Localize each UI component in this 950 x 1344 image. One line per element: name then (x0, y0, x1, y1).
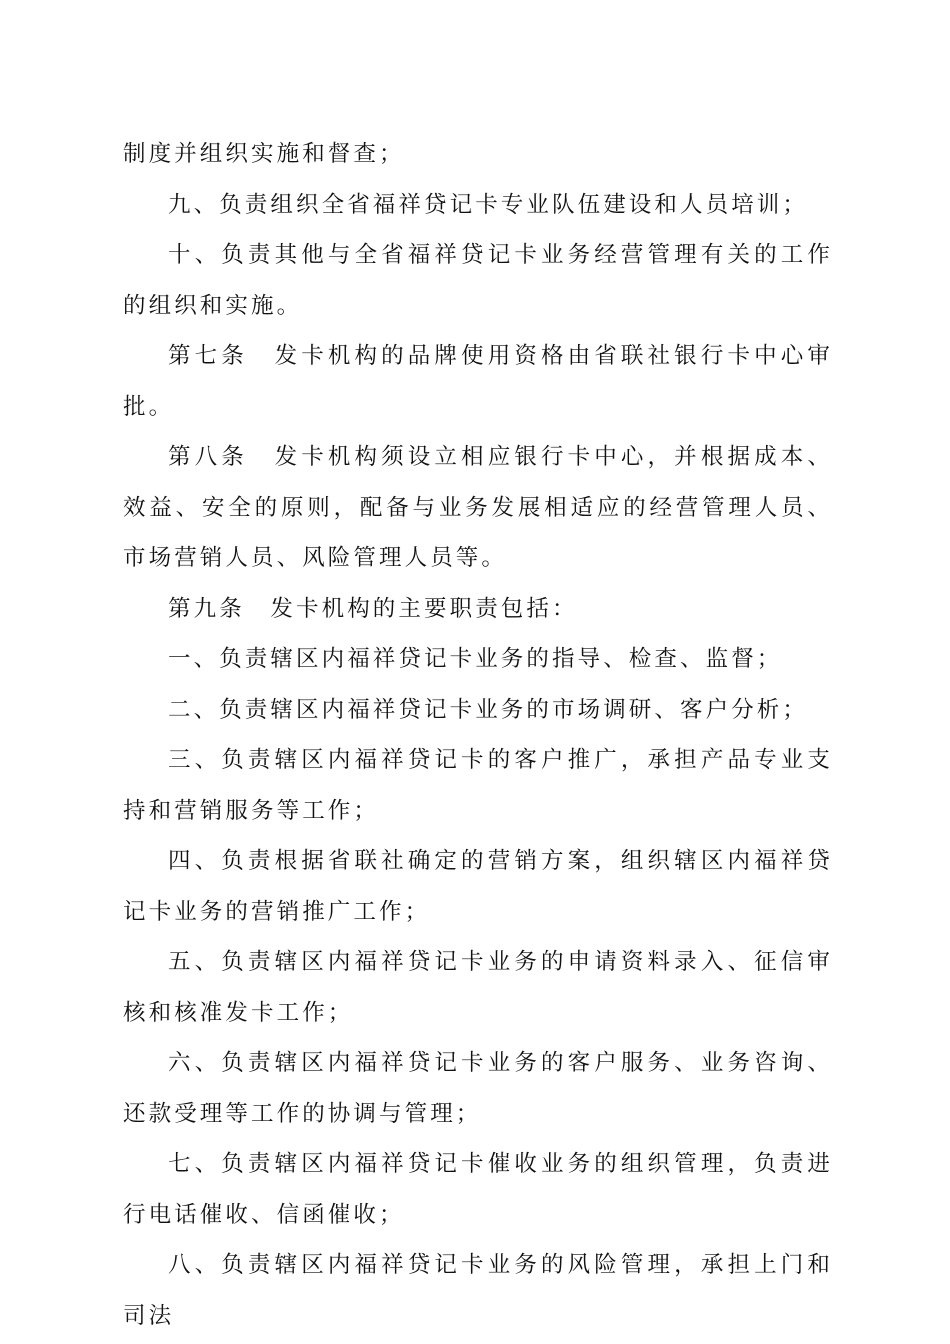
paragraph-duty-5: 五、负责辖区内福祥贷记卡业务的申请资料录入、征信审核和核准发卡工作； (123, 949, 833, 1026)
paragraph-continuation: 制度并组织实施和督查； (123, 141, 405, 167)
document-body (123, 129, 833, 1341)
paragraph-item-9: 九、负责组织全省福祥贷记卡专业队伍建设和人员培训； (168, 191, 809, 218)
paragraph-duty-3: 三、负责辖区内福祥贷记卡的客户推广，承担产品专业支持和营销服务等工作； (123, 747, 833, 824)
paragraph-article-7: 第七条 发卡机构的品牌使用资格由省联社银行卡中心审批。 (123, 343, 833, 420)
paragraph-duty-6: 六、负责辖区内福祥贷记卡业务的客户服务、业务咨询、还款受理等工作的协调与管理； (123, 1050, 833, 1127)
paragraph-article-9: 第九条 发卡机构的主要职责包括： (168, 595, 578, 622)
paragraph-item-10: 十、负责其他与全省福祥贷记卡业务经营管理有关的工作的组织和实施。 (123, 242, 833, 319)
paragraph-article-8: 第八条 发卡机构须设立相应银行卡中心，并根据成本、效益、安全的原则，配备与业务发展相适应的经营管理人员、市场营销人员、风险管理人员等。 (123, 444, 833, 571)
paragraph-duty-1: 一、负责辖区内福祥贷记卡业务的指导、检查、监督； (168, 646, 783, 672)
paragraph-duty-4: 四、负责根据省联社确定的营销方案，组织辖区内福祥贷记卡业务的营销推广工作； (123, 848, 833, 925)
paragraph-duty-2: 二、负责辖区内福祥贷记卡业务的市场调研、客户分析； (168, 696, 809, 723)
paragraph-duty-8: 八、负责辖区内福祥贷记卡业务的风险管理，承担上门和司法 (123, 1252, 833, 1329)
paragraph-duty-7: 七、负责辖区内福祥贷记卡催收业务的组织管理，负责进行电话催收、信函催收； (123, 1151, 833, 1228)
